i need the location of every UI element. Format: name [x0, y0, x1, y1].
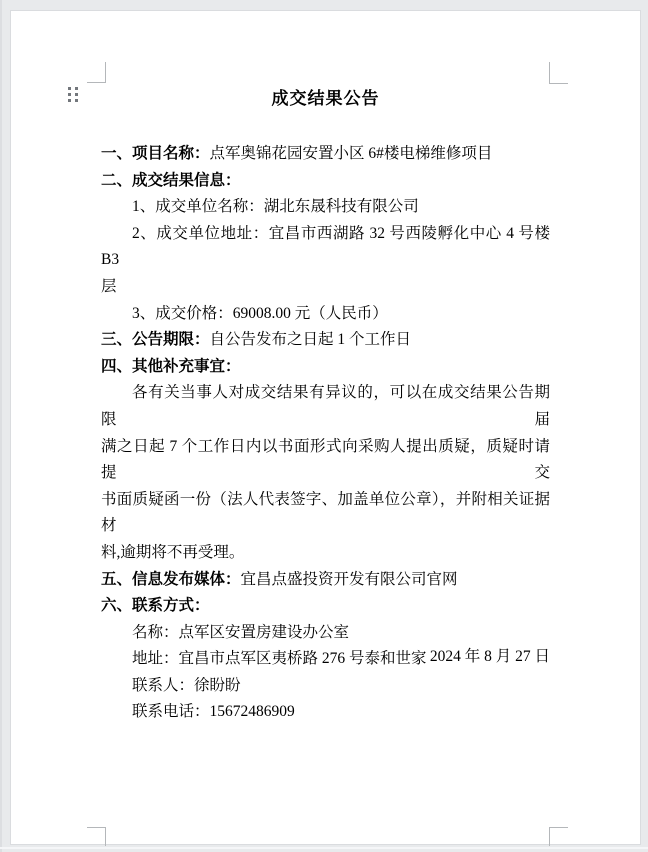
- document-title[interactable]: 成交结果公告: [271, 89, 380, 108]
- line-text: 点军奥锦花园安置小区 6#楼电梯维修项目: [209, 145, 493, 162]
- document-line[interactable]: [101, 168, 550, 195]
- document-date[interactable]: 2024 年 8 月 27 日: [429, 648, 550, 665]
- margin-crop-mark-bottom-left: [87, 827, 106, 846]
- line-text: 3、成交价格：69008.00 元（人民币）: [132, 304, 388, 322]
- line-text: 2、成交单位地址：宜昌市西湖路 32 号西陵孵化中心 4 号楼 B3: [101, 224, 550, 269]
- document-line[interactable]: [101, 141, 550, 168]
- document-line[interactable]: [101, 301, 550, 328]
- line-text: 联系电话：15672486909: [132, 703, 295, 721]
- line-text: 联系人：徐盼盼: [132, 676, 241, 694]
- margin-crop-mark-top-left: [87, 62, 106, 83]
- document-line[interactable]: [101, 487, 550, 540]
- line-bold-label: 五、信息发布媒体：: [101, 570, 241, 588]
- document-body: [101, 141, 550, 726]
- document-line[interactable]: [101, 540, 550, 567]
- line-text: 名称：点军区安置房建设办公室: [132, 623, 350, 641]
- margin-crop-mark-top-right: [549, 62, 568, 84]
- paragraph-drag-handle-icon[interactable]: [68, 87, 80, 104]
- line-bold-label: 一、项目名称：: [101, 145, 210, 162]
- document-line[interactable]: [101, 194, 550, 221]
- line-bold-label: 三、公告期限：: [101, 331, 210, 349]
- document-page: [10, 10, 641, 845]
- line-text: 各有关当事人对成交结果有异议的，可以在成交结果公告期限届: [101, 384, 550, 428]
- document-line[interactable]: [101, 593, 550, 620]
- document-line[interactable]: [101, 327, 550, 354]
- line-text: 料,逾期将不再受理。: [101, 543, 245, 561]
- bottom-divider-line: [0, 847, 648, 849]
- line-bold-label: 六、联系方式：: [101, 597, 210, 615]
- window-left-edge: [0, 0, 2, 852]
- document-line[interactable]: [101, 620, 550, 647]
- line-text: 1、成交单位名称：湖北东晟科技有限公司: [132, 198, 419, 216]
- margin-crop-mark-bottom-right: [549, 827, 568, 846]
- line-text: 层: [101, 277, 117, 295]
- line-text: 宜昌点盛投资开发有限公司官网: [240, 570, 458, 588]
- document-line[interactable]: [101, 380, 550, 433]
- document-line[interactable]: [101, 699, 550, 726]
- document-line[interactable]: [101, 354, 550, 381]
- document-line[interactable]: [101, 567, 550, 594]
- line-text: 书面质疑函一份（法人代表签字、加盖单位公章），并附相关证据材: [101, 490, 550, 535]
- document-line[interactable]: [101, 221, 550, 274]
- line-text: 地址：宜昌市点军区夷桥路 276 号泰和世家: [132, 650, 427, 668]
- document-line[interactable]: [101, 274, 550, 301]
- document-line[interactable]: [101, 673, 550, 700]
- line-text: 自公告发布之日起 1 个工作日: [209, 331, 412, 349]
- line-text: 满之日起 7 个工作日内以书面形式向采购人提出质疑，质疑时请提交: [101, 437, 550, 482]
- document-line[interactable]: [101, 434, 550, 487]
- line-bold-label: 四、其他补充事宜：: [101, 357, 241, 375]
- line-bold-label: 二、成交结果信息：: [101, 171, 241, 189]
